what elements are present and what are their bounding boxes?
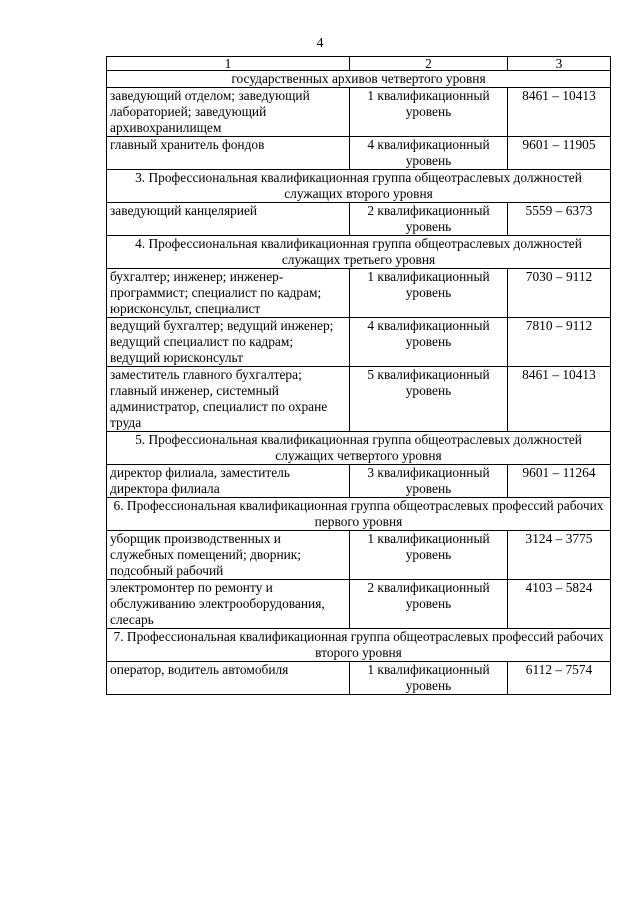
salary-range-cell: 5559 – 6373 — [508, 203, 611, 236]
qualification-level-cell: 4 квалификационный уровень — [350, 137, 508, 170]
table-row — [107, 662, 611, 695]
position-cell: заведующий отделом; заведующий лабораторией; заведующий архивохранилищем — [107, 88, 350, 137]
salary-range-cell: 7810 – 9112 — [508, 318, 611, 367]
table-row — [107, 531, 611, 580]
position-cell: бухгалтер; инженер; инженер-программист; специалист по кадрам; юрисконсульт, специалист — [107, 269, 350, 318]
group-heading-row — [107, 629, 611, 662]
position-cell: ведущий бухгалтер; ведущий инженер; ведущий специалист по кадрам; ведущий юрисконсульт — [107, 318, 350, 367]
group-heading-row — [107, 71, 611, 88]
salary-range-cell: 6112 – 7574 — [508, 662, 611, 695]
salary-range-cell: 4103 – 5824 — [508, 580, 611, 629]
qualification-level-cell: 2 квалификационный уровень — [350, 203, 508, 236]
salary-range-cell: 9601 – 11264 — [508, 465, 611, 498]
group-heading: 4. Профессиональная квалификационная группа общеотраслевых должностей служащих третьего уровня — [107, 236, 611, 269]
group-heading-row — [107, 498, 611, 531]
qualification-level-cell: 1 квалификационный уровень — [350, 88, 508, 137]
page-number: 4 — [316, 36, 324, 51]
position-cell: заведующий канцелярией — [107, 203, 350, 236]
group-heading-row — [107, 170, 611, 203]
group-heading: 3. Профессиональная квалификационная группа общеотраслевых должностей служащих второго уровня — [107, 170, 611, 203]
group-heading-row — [107, 432, 611, 465]
qualification-level-cell: 1 квалификационный уровень — [350, 531, 508, 580]
qualification-level-cell: 1 квалификационный уровень — [350, 269, 508, 318]
table-row — [107, 318, 611, 367]
position-cell: главный хранитель фондов — [107, 137, 350, 170]
salary-table — [106, 56, 611, 695]
group-heading: 5. Профессиональная квалификационная группа общеотраслевых должностей служащих четвертого уровня — [107, 432, 611, 465]
position-cell: заместитель главного бухгалтера; главный инженер, системный администратор, специалист по охране труда — [107, 367, 350, 432]
table-row — [107, 88, 611, 137]
qualification-level-cell: 1 квалификационный уровень — [350, 662, 508, 695]
salary-range-cell: 7030 – 9112 — [508, 269, 611, 318]
position-cell: директор филиала, заместитель директора филиала — [107, 465, 350, 498]
group-heading-row — [107, 236, 611, 269]
group-heading: 6. Профессиональная квалификационная группа общеотраслевых профессий рабочих первого уровня — [107, 498, 611, 531]
qualification-level-cell: 4 квалификационный уровень — [350, 318, 508, 367]
table-row — [107, 269, 611, 318]
group-heading: государственных архивов четвертого уровня — [107, 71, 611, 88]
column-header-2: 2 — [350, 57, 508, 71]
salary-range-cell: 9601 – 11905 — [508, 137, 611, 170]
table-row — [107, 203, 611, 236]
salary-range-cell: 8461 – 10413 — [508, 367, 611, 432]
salary-range-cell: 3124 – 3775 — [508, 531, 611, 580]
table-row — [107, 367, 611, 432]
column-header-3: 3 — [508, 57, 611, 71]
qualification-level-cell: 5 квалификационный уровень — [350, 367, 508, 432]
group-heading: 7. Профессиональная квалификационная группа общеотраслевых профессий рабочих второго уровня — [107, 629, 611, 662]
position-cell: электромонтер по ремонту и обслуживанию электрооборудования, слесарь — [107, 580, 350, 629]
table-header-row — [107, 57, 611, 71]
qualification-level-cell: 3 квалификационный уровень — [350, 465, 508, 498]
position-cell: оператор, водитель автомобиля — [107, 662, 350, 695]
column-header-1: 1 — [107, 57, 350, 71]
table-row — [107, 580, 611, 629]
salary-range-cell: 8461 – 10413 — [508, 88, 611, 137]
table-row — [107, 137, 611, 170]
table-row — [107, 465, 611, 498]
qualification-level-cell: 2 квалификационный уровень — [350, 580, 508, 629]
position-cell: уборщик производственных и служебных помещений; дворник; подсобный рабочий — [107, 531, 350, 580]
